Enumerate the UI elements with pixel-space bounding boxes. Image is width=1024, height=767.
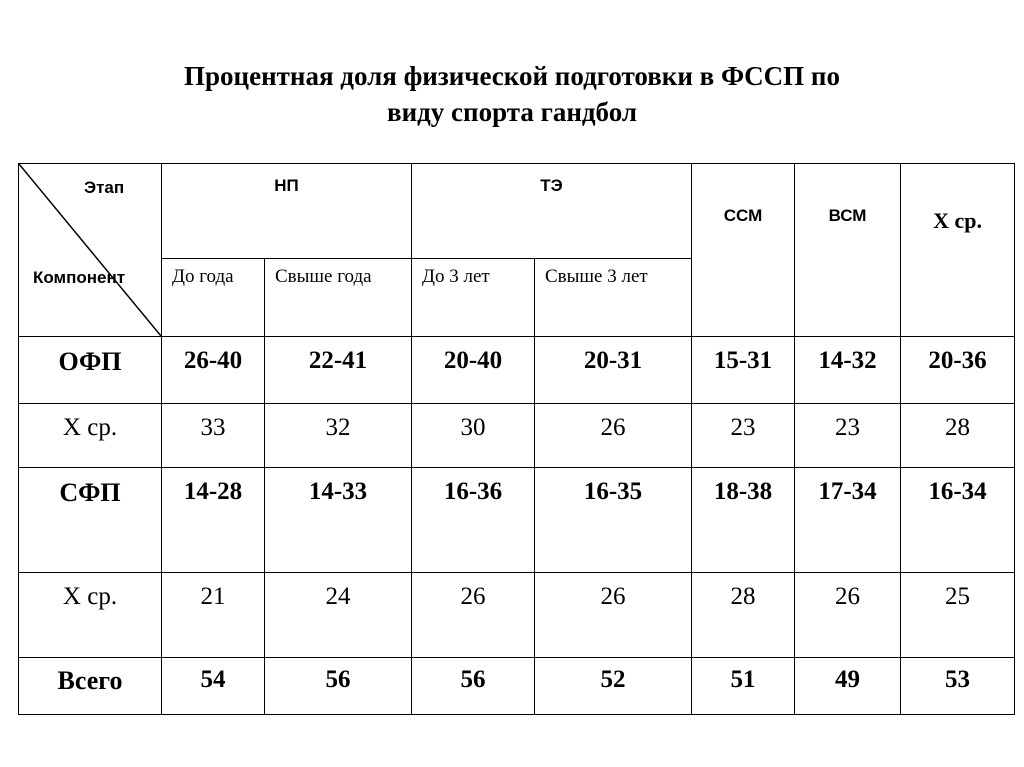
- table-cell: 20-40: [412, 337, 535, 404]
- table-cell: 22-41: [265, 337, 412, 404]
- subheader-te-1: До 3 лет: [412, 259, 535, 337]
- page-title: [0, 58, 1024, 130]
- table-cell: 26: [535, 573, 692, 658]
- subheader-np-1: До года: [162, 259, 265, 337]
- row-label: СФП: [19, 468, 162, 573]
- table-cell: 53: [901, 658, 1015, 715]
- row-label: Х ср.: [19, 573, 162, 658]
- subheader-np-2: Свыше года: [265, 259, 412, 337]
- header-vsm: ВСМ: [795, 164, 901, 337]
- table-cell: 20-31: [535, 337, 692, 404]
- table-cell: 33: [162, 404, 265, 468]
- header-te: ТЭ: [412, 164, 692, 259]
- table-cell: 26: [412, 573, 535, 658]
- table-cell: 49: [795, 658, 901, 715]
- header-np: НП: [162, 164, 412, 259]
- header-xavg: Х ср.: [901, 164, 1015, 337]
- table-cell: 21: [162, 573, 265, 658]
- table-cell: 17-34: [795, 468, 901, 573]
- table-cell: 18-38: [692, 468, 795, 573]
- table-cell: 25: [901, 573, 1015, 658]
- table-cell: 52: [535, 658, 692, 715]
- header-row-1: [19, 164, 1015, 259]
- table-row-ofp-avg: [19, 404, 1015, 468]
- row-label: ОФП: [19, 337, 162, 404]
- table-cell: 14-32: [795, 337, 901, 404]
- title-line-2: виду спорта гандбол: [386, 97, 637, 127]
- table-cell: 16-35: [535, 468, 692, 573]
- table-cell: 26: [535, 404, 692, 468]
- table-cell: 23: [692, 404, 795, 468]
- table-cell: 28: [692, 573, 795, 658]
- table-cell: 32: [265, 404, 412, 468]
- table-cell: 15-31: [692, 337, 795, 404]
- table-cell: 14-33: [265, 468, 412, 573]
- corner-cell: [19, 164, 162, 337]
- row-label: Х ср.: [19, 404, 162, 468]
- table-cell: 51: [692, 658, 795, 715]
- table-cell: 56: [412, 658, 535, 715]
- table-row-sfp-avg: [19, 573, 1015, 658]
- table-cell: 23: [795, 404, 901, 468]
- title-line-1: Процентная доля физической подготовки в ФССП по: [184, 61, 840, 91]
- header-ssm: ССМ: [692, 164, 795, 337]
- row-label: Всего: [19, 658, 162, 715]
- table-cell: 30: [412, 404, 535, 468]
- table-cell: 28: [901, 404, 1015, 468]
- table-cell: 16-34: [901, 468, 1015, 573]
- corner-label-component: Компонент: [33, 268, 126, 287]
- table-cell: 20-36: [901, 337, 1015, 404]
- table-cell: 56: [265, 658, 412, 715]
- table-cell: 16-36: [412, 468, 535, 573]
- table-row-sfp: [19, 468, 1015, 573]
- subheader-te-2: Свыше 3 лет: [535, 259, 692, 337]
- table-cell: 26-40: [162, 337, 265, 404]
- table-cell: 54: [162, 658, 265, 715]
- table-cell: 14-28: [162, 468, 265, 573]
- table-cell: 26: [795, 573, 901, 658]
- corner-label-etap: Этап: [84, 178, 125, 197]
- table-cell: 24: [265, 573, 412, 658]
- data-table: [18, 163, 1015, 715]
- table-row-total: [19, 658, 1015, 715]
- table-row-ofp: [19, 337, 1015, 404]
